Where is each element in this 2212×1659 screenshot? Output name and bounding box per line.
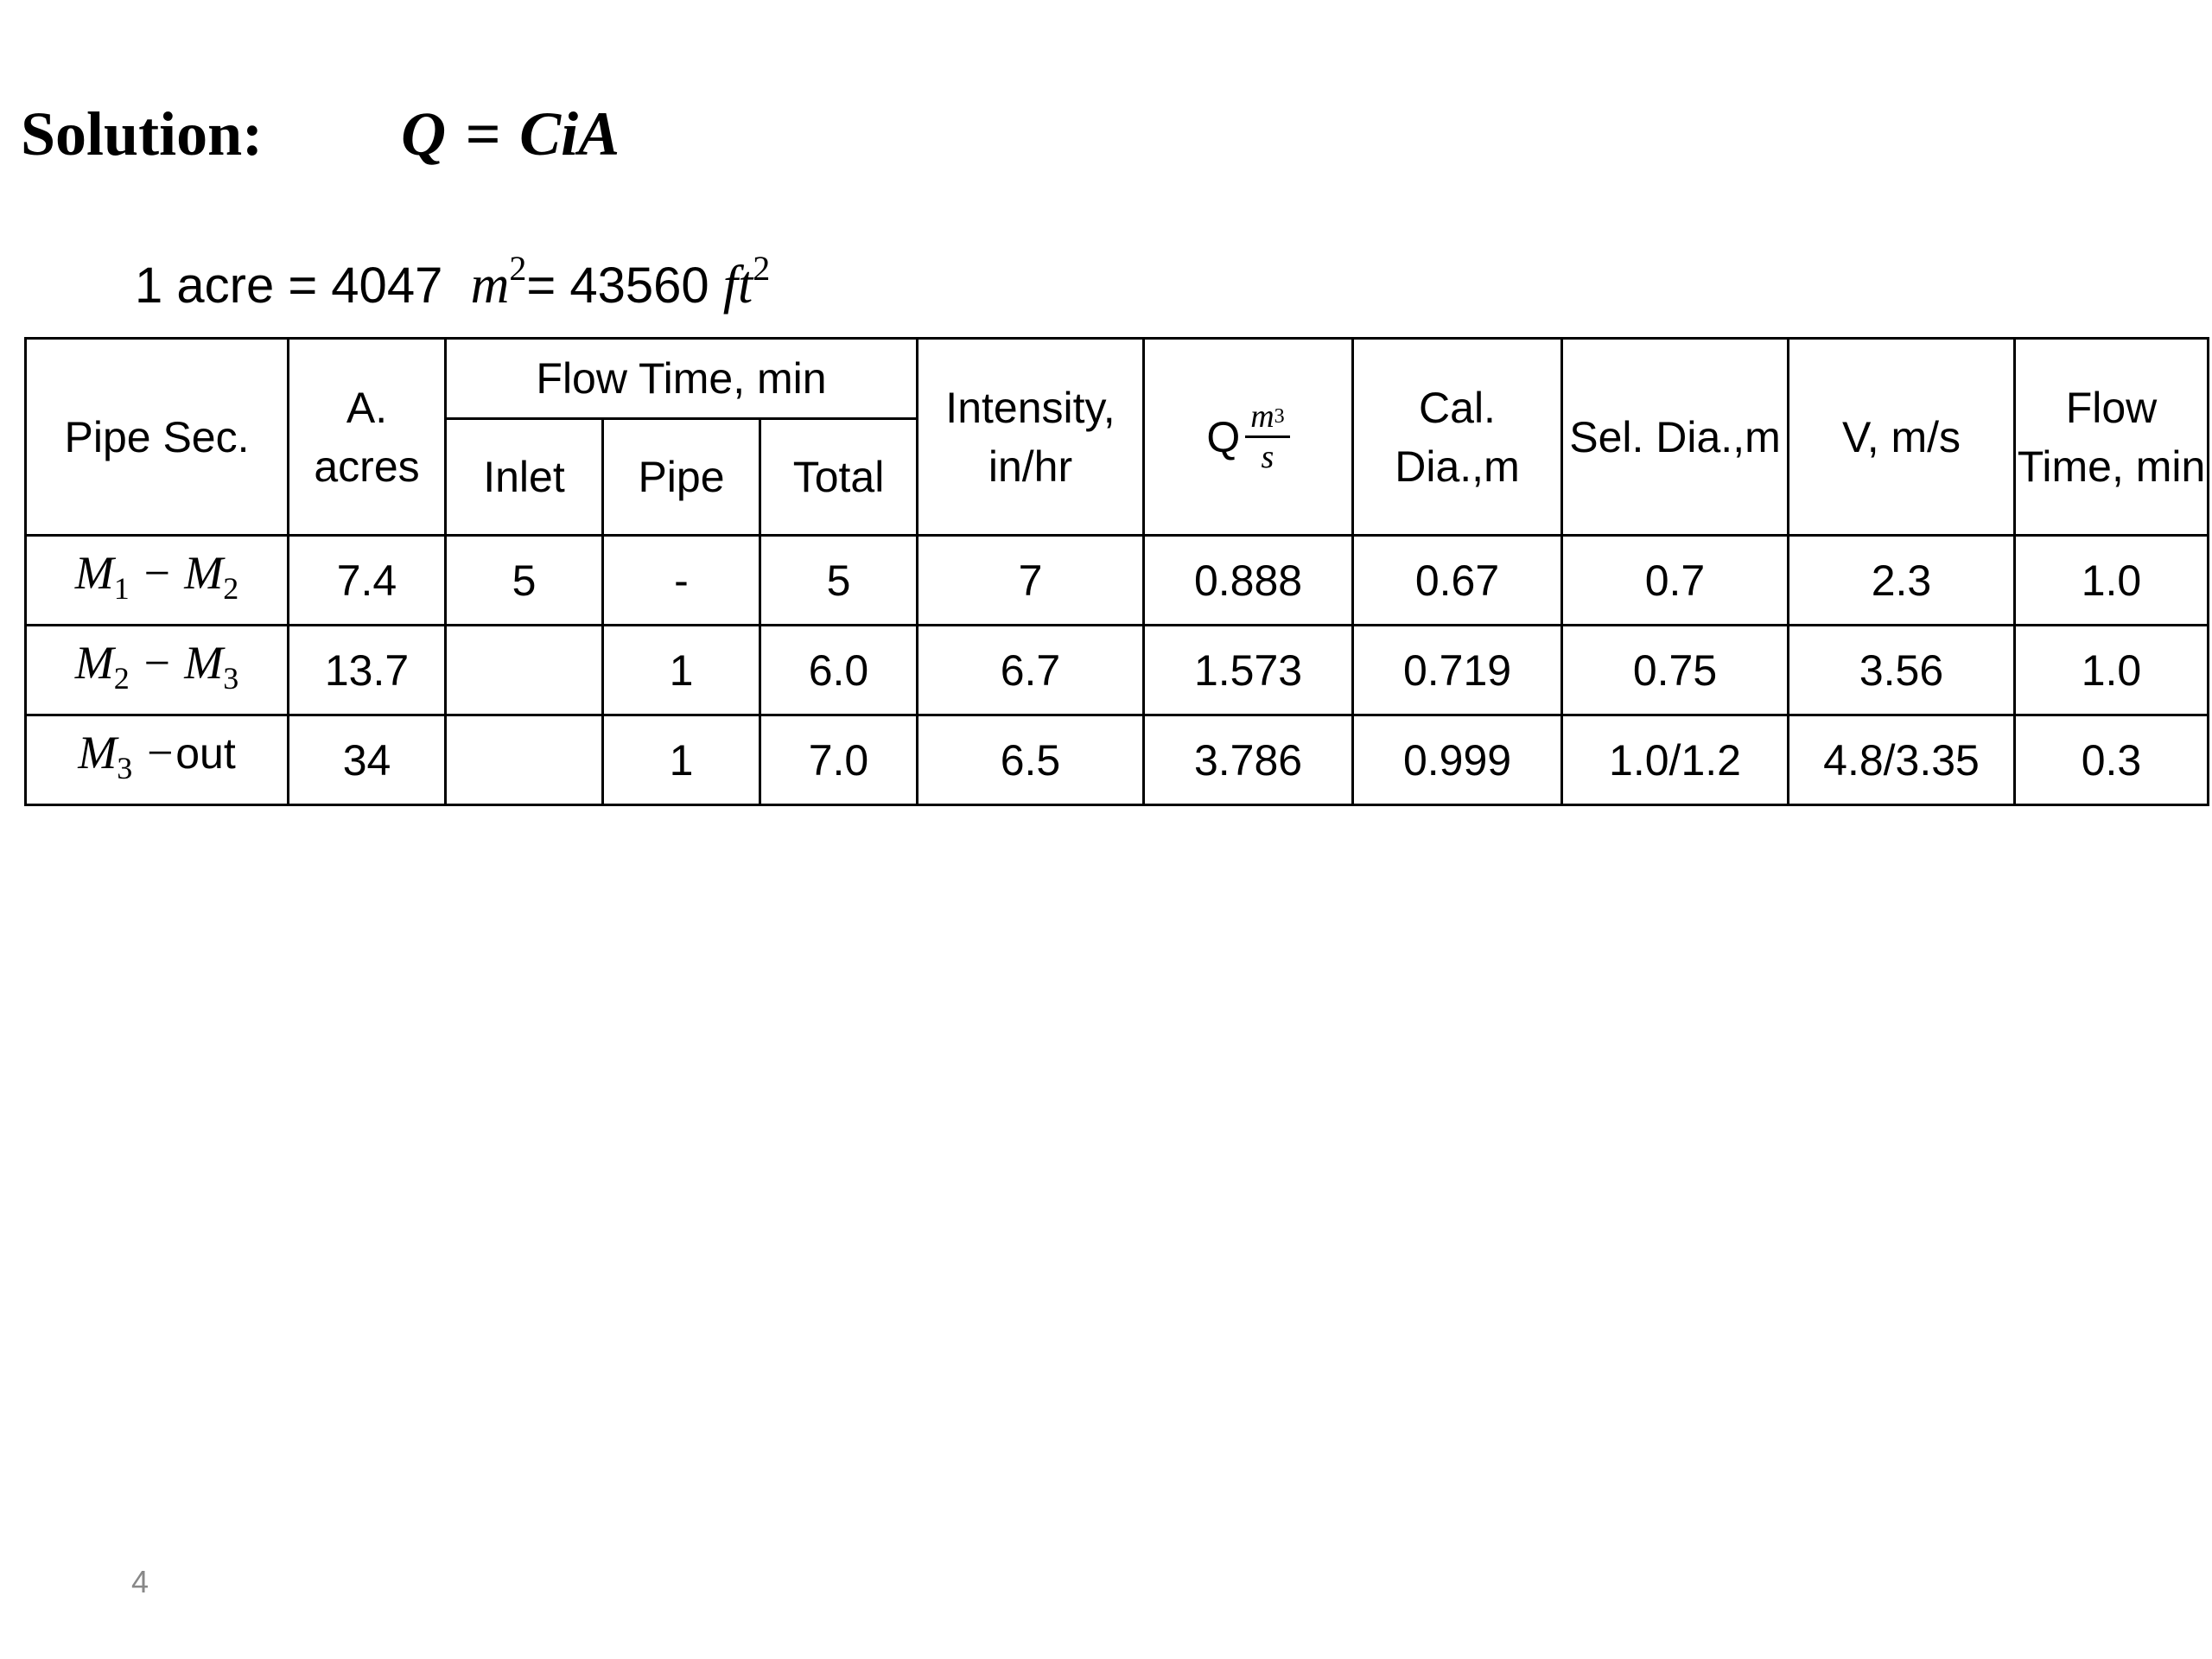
q-cell: 1.573: [1144, 626, 1353, 715]
solution-label: Solution:: [21, 99, 264, 168]
header-intensity: Intensity, in/hr: [918, 339, 1144, 536]
q-cell: 0.888: [1144, 536, 1353, 626]
square-meter-unit: $m^2$: [470, 248, 527, 315]
header-pipe: Pipe: [603, 419, 760, 536]
inlet-cell: [446, 626, 603, 715]
acre-conversion: [135, 242, 770, 328]
velocity-cell: 2.3: [1789, 536, 2015, 626]
pipe-time-cell: 1: [603, 715, 760, 805]
intensity-cell: 7: [918, 536, 1144, 626]
area-cell: 7.4: [289, 536, 446, 626]
flow-time-cell: 1.0: [2015, 626, 2209, 715]
cal-dia-cell: 0.719: [1353, 626, 1562, 715]
pipe-time-cell: -: [603, 536, 760, 626]
header-flow-time: Flow Time, min: [2015, 339, 2209, 536]
total-time-cell: 5: [760, 536, 918, 626]
sel-dia-cell: 0.75: [1562, 626, 1789, 715]
q-unit-fraction: $\frac{m^3}{s}$: [1245, 397, 1289, 476]
square-foot-unit: $ft^2$: [722, 248, 771, 315]
pipe-time-cell: 1: [603, 626, 760, 715]
velocity-cell: 3.56: [1789, 626, 2015, 715]
q-cell: 3.786: [1144, 715, 1353, 805]
pipe-section-cell: $M_3 -out$: [26, 715, 289, 805]
header-sel-dia: Sel. Dia.,m: [1562, 339, 1789, 536]
sel-dia-cell: 0.7: [1562, 536, 1789, 626]
header-cal-dia: Cal. Dia.,m: [1353, 339, 1562, 536]
conversion-middle: = 43560: [526, 257, 723, 314]
header-flow-time-group: Flow Time, min: [446, 339, 918, 419]
page-number: 4: [131, 1564, 149, 1599]
header-q: Q $\frac{m^3}{s}$: [1144, 339, 1353, 536]
table-row: [26, 715, 2209, 805]
sel-dia-cell: 1.0/1.2: [1562, 715, 1789, 805]
pipe-design-table: [24, 337, 2209, 806]
table-row: [26, 536, 2209, 626]
pipe-section-cell: $M_1 - M_2$: [26, 536, 289, 626]
header-pipe-sec: Pipe Sec.: [26, 339, 289, 536]
header-area: A. acres: [289, 339, 446, 536]
total-time-cell: 6.0: [760, 626, 918, 715]
area-cell: 13.7: [289, 626, 446, 715]
flow-time-cell: 1.0: [2015, 536, 2209, 626]
intensity-cell: 6.7: [918, 626, 1144, 715]
header-velocity: V, m/s: [1789, 339, 2015, 536]
inlet-cell: [446, 715, 603, 805]
velocity-cell: 4.8/3.35: [1789, 715, 2015, 805]
header-total: Total: [760, 419, 918, 536]
pipe-section-cell: $M_2 - M_3$: [26, 626, 289, 715]
table-row: [26, 626, 2209, 715]
cal-dia-cell: 0.999: [1353, 715, 1562, 805]
area-cell: 34: [289, 715, 446, 805]
conversion-prefix: 1 acre = 4047: [135, 257, 471, 314]
rational-formula: Q = CiA: [401, 99, 620, 168]
intensity-cell: 6.5: [918, 715, 1144, 805]
solution-heading: [21, 86, 620, 181]
inlet-cell: 5: [446, 536, 603, 626]
header-inlet: Inlet: [446, 419, 603, 536]
cal-dia-cell: 0.67: [1353, 536, 1562, 626]
flow-time-cell: 0.3: [2015, 715, 2209, 805]
total-time-cell: 7.0: [760, 715, 918, 805]
